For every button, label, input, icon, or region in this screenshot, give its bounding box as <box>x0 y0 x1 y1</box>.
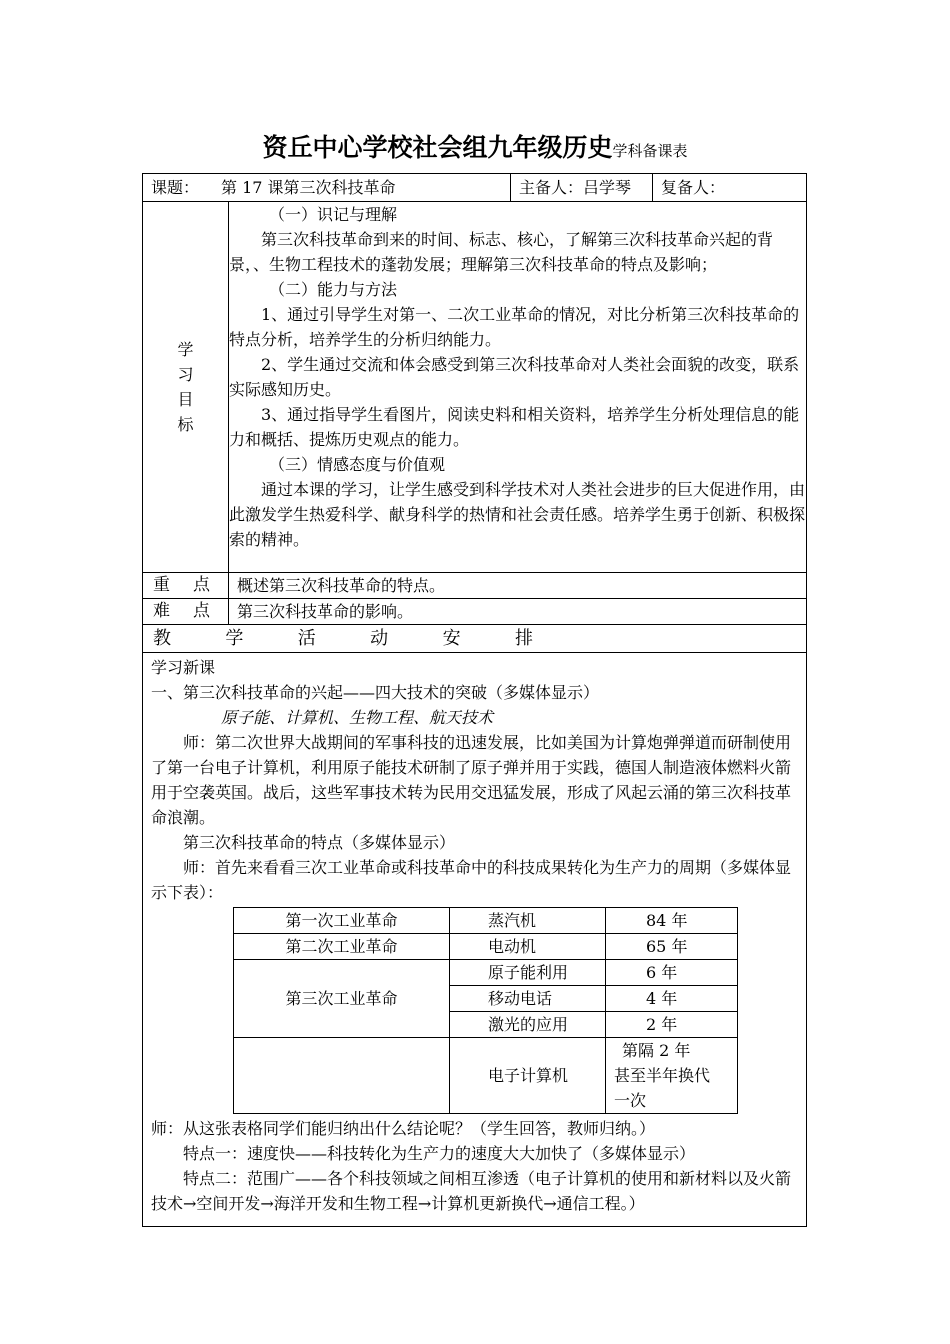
lesson-row <box>143 653 807 1227</box>
topic-cell <box>143 174 511 202</box>
table-cell-line: 一次 <box>614 1091 647 1110</box>
objectives-label-char: 目 <box>177 390 194 409</box>
objectives-label-char: 学 <box>177 340 194 359</box>
lesson-paragraph: 第三次科技革命的特点（多媒体显示） <box>183 833 456 852</box>
page-title <box>0 128 950 164</box>
key-point-label-b: 点 <box>193 575 211 595</box>
difficulty-label <box>143 599 229 625</box>
table-row <box>234 960 738 986</box>
key-point-label <box>143 573 229 599</box>
lesson-content <box>143 653 807 1227</box>
difficulty-label-b: 点 <box>193 601 211 621</box>
author-cell: 主备人：吕学琴 <box>511 174 653 202</box>
table-cell-line: 甚至半年换代 <box>614 1066 711 1085</box>
table-cell: 蒸汽机 <box>450 908 606 934</box>
title-suffix: 学科备课表 <box>612 142 688 160</box>
activity-header-char: 活 <box>297 628 316 649</box>
table-cell: 2 年 <box>606 1012 738 1038</box>
activity-header-char: 安 <box>442 628 461 649</box>
table-cell: 4 年 <box>606 986 738 1012</box>
topic-value: 第 17 课第三次科技革命 <box>221 178 396 197</box>
table-cell: 6 年 <box>606 960 738 986</box>
table-cell <box>606 1038 738 1114</box>
key-point-row <box>143 573 807 599</box>
activity-header-row <box>143 625 807 653</box>
objective-heading: （一）识记与理解 <box>269 205 398 224</box>
lesson-paragraph: 特点二：范围广——各个科技领域之间相互渗透（电子计算机的使用和新材料以及火箭技术→空间开发→海洋开发和生物工程→计算机更新换代→通信工程。） <box>151 1169 792 1213</box>
key-point-text: 概述第三次科技革命的特点。 <box>229 573 807 599</box>
lesson-plan-table <box>142 173 807 1227</box>
objectives-content <box>229 202 807 573</box>
table-row <box>234 908 738 934</box>
co-author-cell: 复备人： <box>653 174 807 202</box>
table-row <box>234 1038 738 1114</box>
table-cell: 第二次工业革命 <box>234 934 450 960</box>
table-row <box>234 934 738 960</box>
table-cell <box>234 1038 450 1114</box>
table-cell: 65 年 <box>606 934 738 960</box>
difficulty-label-a: 难 <box>153 601 171 621</box>
lesson-line: 学习新课 <box>151 658 216 677</box>
table-cell: 原子能利用 <box>450 960 606 986</box>
table-cell: 第三次工业革命 <box>234 960 450 1038</box>
lesson-line: 一、第三次科技革命的兴起——四大技术的突破（多媒体显示） <box>151 683 600 702</box>
objective-paragraph: 通过本课的学习，让学生感受到科学技术对人类社会进步的巨大促进作用，由此激发学生热爱科学、献身科学的热情和社会责任感。培养学生勇于创新、积极探索的精神。 <box>229 480 806 549</box>
activity-header-char: 学 <box>225 628 244 649</box>
objectives-label <box>143 202 229 573</box>
activity-header-char: 排 <box>514 628 533 649</box>
lesson-line: 师：从这张表格同学们能归纳出什么结论呢？（学生回答，教师归纳。） <box>151 1119 656 1138</box>
revolution-table <box>233 907 738 1114</box>
key-point-label-a: 重 <box>153 575 171 595</box>
activity-header-char: 教 <box>153 628 171 649</box>
objective-heading: （二）能力与方法 <box>269 280 398 299</box>
difficulty-text: 第三次科技革命的影响。 <box>229 599 807 625</box>
table-cell: 移动电话 <box>450 986 606 1012</box>
table-cell: 电动机 <box>450 934 606 960</box>
activity-header <box>143 625 807 653</box>
objective-paragraph: 2、学生通过交流和体会感受到第三次科技革命对人类社会面貌的改变，联系实际感知历史。 <box>229 355 800 399</box>
lesson-techs: 原子能、计算机、生物工程、航天技术 <box>221 708 494 727</box>
objective-paragraph: 第三次科技革命到来的时间、标志、核心，了解第三次科技革命兴起的背景，、生物工程技术的蓬勃发展；理解第三次科技革命的特点及影响； <box>229 230 774 274</box>
lesson-paragraph: 师：第二次世界大战期间的军事科技的迅速发展，比如美国为计算炮弹弹道而研制使用了第一台电子计算机，利用原子能技术研制了原子弹并用于实践，德国人制造液体燃料火箭用于空袭英国。战后，这些军事技术转为民用交迅猛发展，形成了风起云涌的第三次科技革命浪潮。 <box>151 733 792 827</box>
lesson-paragraph: 师：首先来看看三次工业革命或科技革命中的科技成果转化为生产力的周期（多媒体显示下表）： <box>151 858 792 902</box>
lesson-paragraph: 特点一：速度快——科技转化为生产力的速度大大加快了（多媒体显示） <box>183 1144 696 1163</box>
table-cell: 电子计算机 <box>450 1038 606 1114</box>
objectives-label-char: 习 <box>177 365 194 384</box>
objective-paragraph: 1、通过引导学生对第一、二次工业革命的情况，对比分析第三次科技革命的特点分析，培养学生的分析归纳能力。 <box>229 305 800 349</box>
objectives-label-char: 标 <box>177 415 194 434</box>
title-school: 资丘中心学校社会组九年级历史 <box>262 133 613 162</box>
activity-header-char: 动 <box>370 628 389 649</box>
table-cell-line: 第隔 2 年 <box>622 1041 691 1060</box>
header-row <box>143 174 807 202</box>
difficulty-row <box>143 599 807 625</box>
topic-label: 课题： <box>151 178 200 197</box>
table-cell: 激光的应用 <box>450 1012 606 1038</box>
table-cell: 第一次工业革命 <box>234 908 450 934</box>
objective-paragraph: 3、通过指导学生看图片，阅读史料和相关资料，培养学生分析处理信息的能力和概括、提炼历史观点的能力。 <box>229 405 800 449</box>
objective-heading: （三）情感态度与价值观 <box>269 455 446 474</box>
objectives-row <box>143 202 807 573</box>
table-cell: 84 年 <box>606 908 738 934</box>
